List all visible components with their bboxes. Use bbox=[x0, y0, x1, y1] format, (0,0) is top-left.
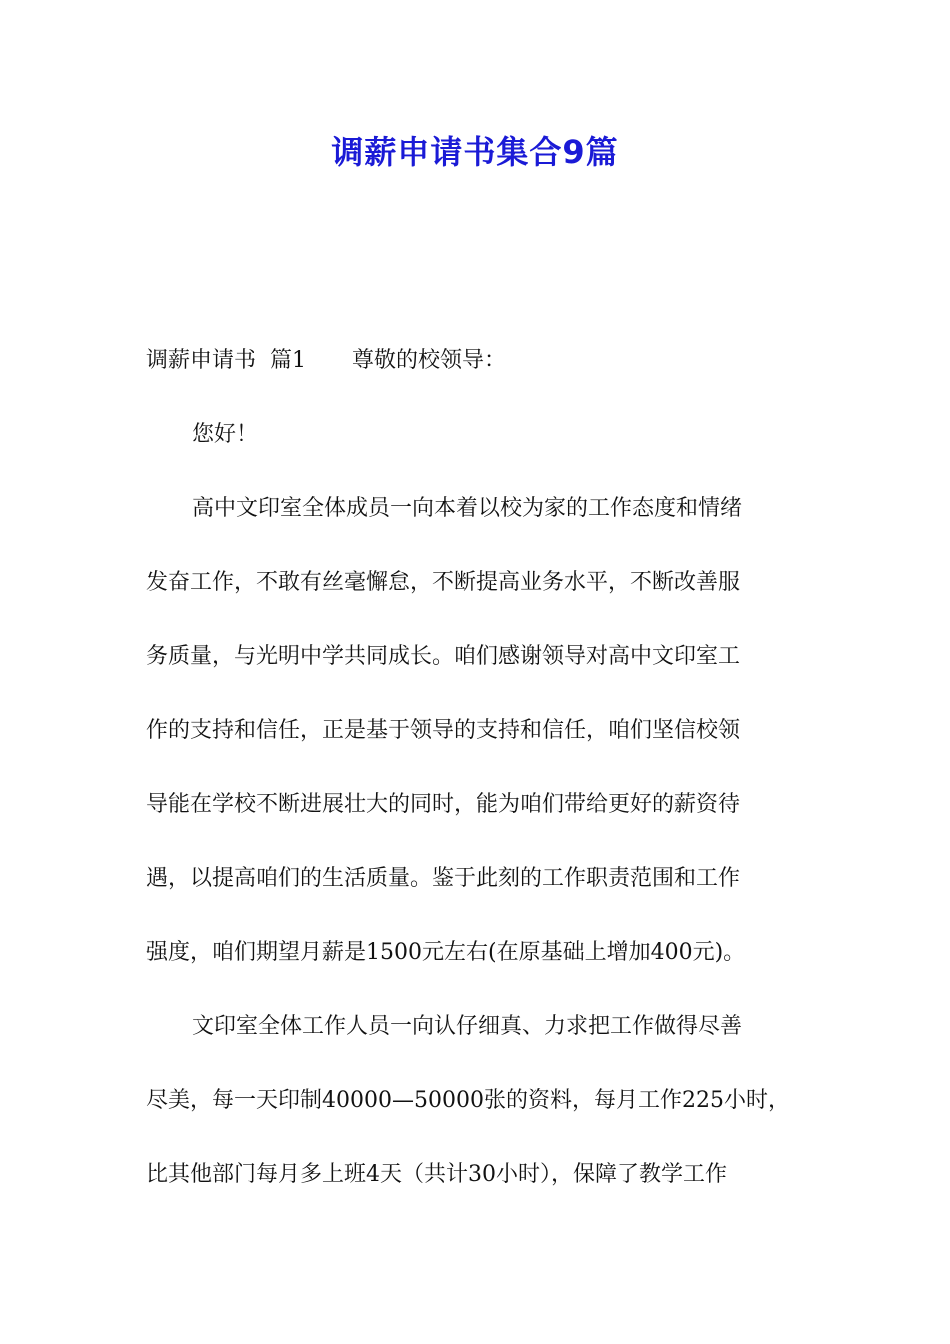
paragraph-line: 发奋工作，不敢有丝毫懈怠，不断提高业务水平，不断改善服 bbox=[146, 570, 741, 595]
salutation: 尊敬的校领导： bbox=[351, 348, 506, 373]
greeting: 您好！ bbox=[192, 422, 259, 447]
paragraph-line: 作的支持和信任，正是基于领导的支持和信任，咱们坚信校领 bbox=[146, 718, 741, 743]
paragraph-line: 尽美，每一天印制40000—50000张的资料，每月工作225小时， bbox=[146, 1088, 790, 1113]
heading-line bbox=[146, 324, 816, 398]
paragraph-line: 高中文印室全体成员一向本着以校为家的工作态度和情绪 bbox=[192, 496, 743, 521]
paragraph-line: 遇，以提高咱们的生活质量。鉴于此刻的工作职责范围和工作 bbox=[146, 866, 741, 891]
paragraph-line: 文印室全体工作人员一向认仔细真、力求把工作做得尽善 bbox=[192, 1014, 743, 1039]
paragraph-line: 比其他部门每月多上班4天（共计30小时），保障了教学工作 bbox=[146, 1162, 727, 1187]
document-title: 调薪申请书集合9篇 bbox=[331, 133, 619, 171]
paragraph-line: 务质量，与光明中学共同成长。咱们感谢领导对高中文印室工 bbox=[146, 644, 741, 669]
document-body bbox=[146, 324, 816, 1212]
paragraph-line: 导能在学校不断进展壮大的同时，能为咱们带给更好的薪资待 bbox=[146, 792, 741, 817]
section-label: 调薪申请书 篇1 bbox=[146, 348, 306, 373]
paragraph-line: 强度，咱们期望月薪是1500元左右(在原基础上增加400元)。 bbox=[146, 940, 746, 965]
